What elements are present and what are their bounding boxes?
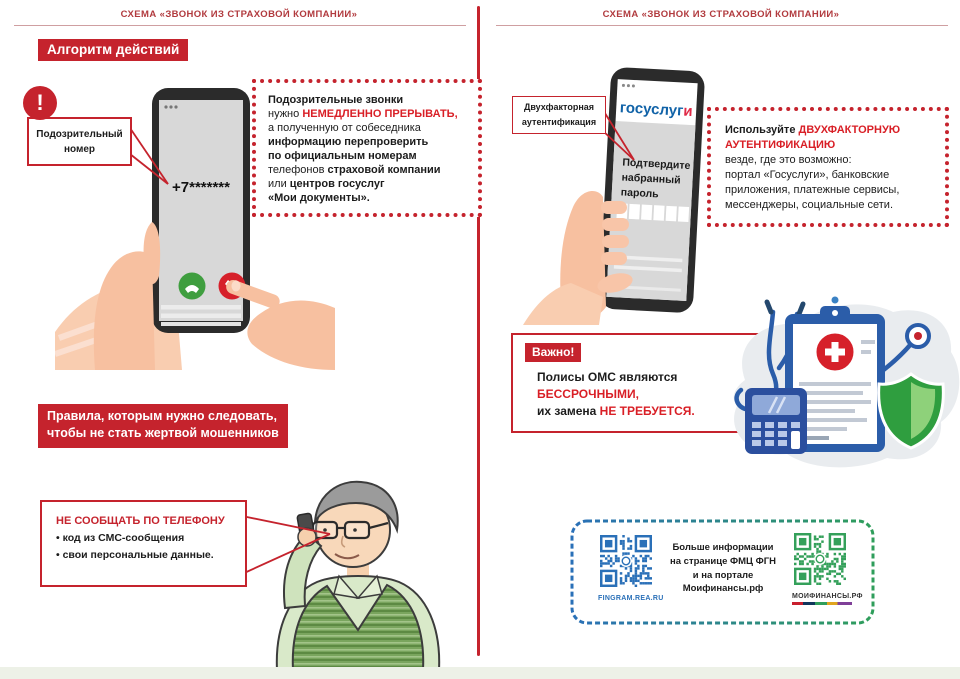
phone-number-text: +7******* [172,179,230,196]
dont-tell-title: НЕ СООБЩАТЬ ПО ТЕЛЕФОНУ [56,515,225,527]
dont-tell-item-1: • код из СМС-сообщения [56,532,185,544]
use-2fa-dotted-box: Используйте ДВУХФАКТОРНУЮ АУТЕНТИФИКАЦИЮ везде, где это возможно: портал «Госуслуги», банковские приложения, платежные сервисы, мессенджеры, социальные сети. [707,107,949,227]
warning-dotted-box: Подозрительные звонки нужно НЕМЕДЛЕННО ПРЕРЫВАТЬ, а полученную от собеседника информацию перепроверить по официальным номерам телефонов страховой компании или центров госуслуг «Мои документы». [252,79,482,217]
important-badge: Важно! [525,343,581,362]
important-text: Полисы ОМС являются БЕССРОЧНЫМИ, их замена НЕ ТРЕБУЕТСЯ. [537,370,695,418]
bottom-strip [0,667,960,679]
screen-text-3: пароль [620,186,659,201]
suspicious-number-callout: Подозрительный номер [27,117,132,166]
moifinansy-label: МОИФИНАНСЫ.РФ [792,593,863,600]
screen-text-1: Подтвердите [622,156,691,173]
gosuslugi-logo: госуслуги [619,99,694,121]
qr-info-text: Больше информации на странице ФМЦ ФГН и на портале Моифинансы.рф [670,542,776,595]
screen-text-2: набранный [621,171,681,187]
qr-code-fingram [600,535,652,587]
dont-tell-item-2: • свои персональные данные. [56,549,214,561]
fingram-label: FINGRAM.REA.RU [598,595,664,602]
exclamation-icon: ! [23,86,57,120]
qr-box [570,519,875,625]
page-title-right: СХЕМА «ЗВОНОК ИЗ СТРАХОВОЙ КОМПАНИИ» [602,9,840,20]
qr-code-moifinansy [794,533,846,585]
algorithm-badge: Алгоритм действий [38,39,188,61]
twofactor-callout: Двухфакторная аутентификация [512,96,606,134]
dont-tell-box [40,500,247,587]
page-title-left: СХЕМА «ЗВОНОК ИЗ СТРАХОВОЙ КОМПАНИИ» [120,9,358,20]
rules-badge: Правила, которым нужно следовать, чтобы не стать жертвой мошенников [38,404,288,448]
moifinansy-brand-stripe [792,602,852,605]
